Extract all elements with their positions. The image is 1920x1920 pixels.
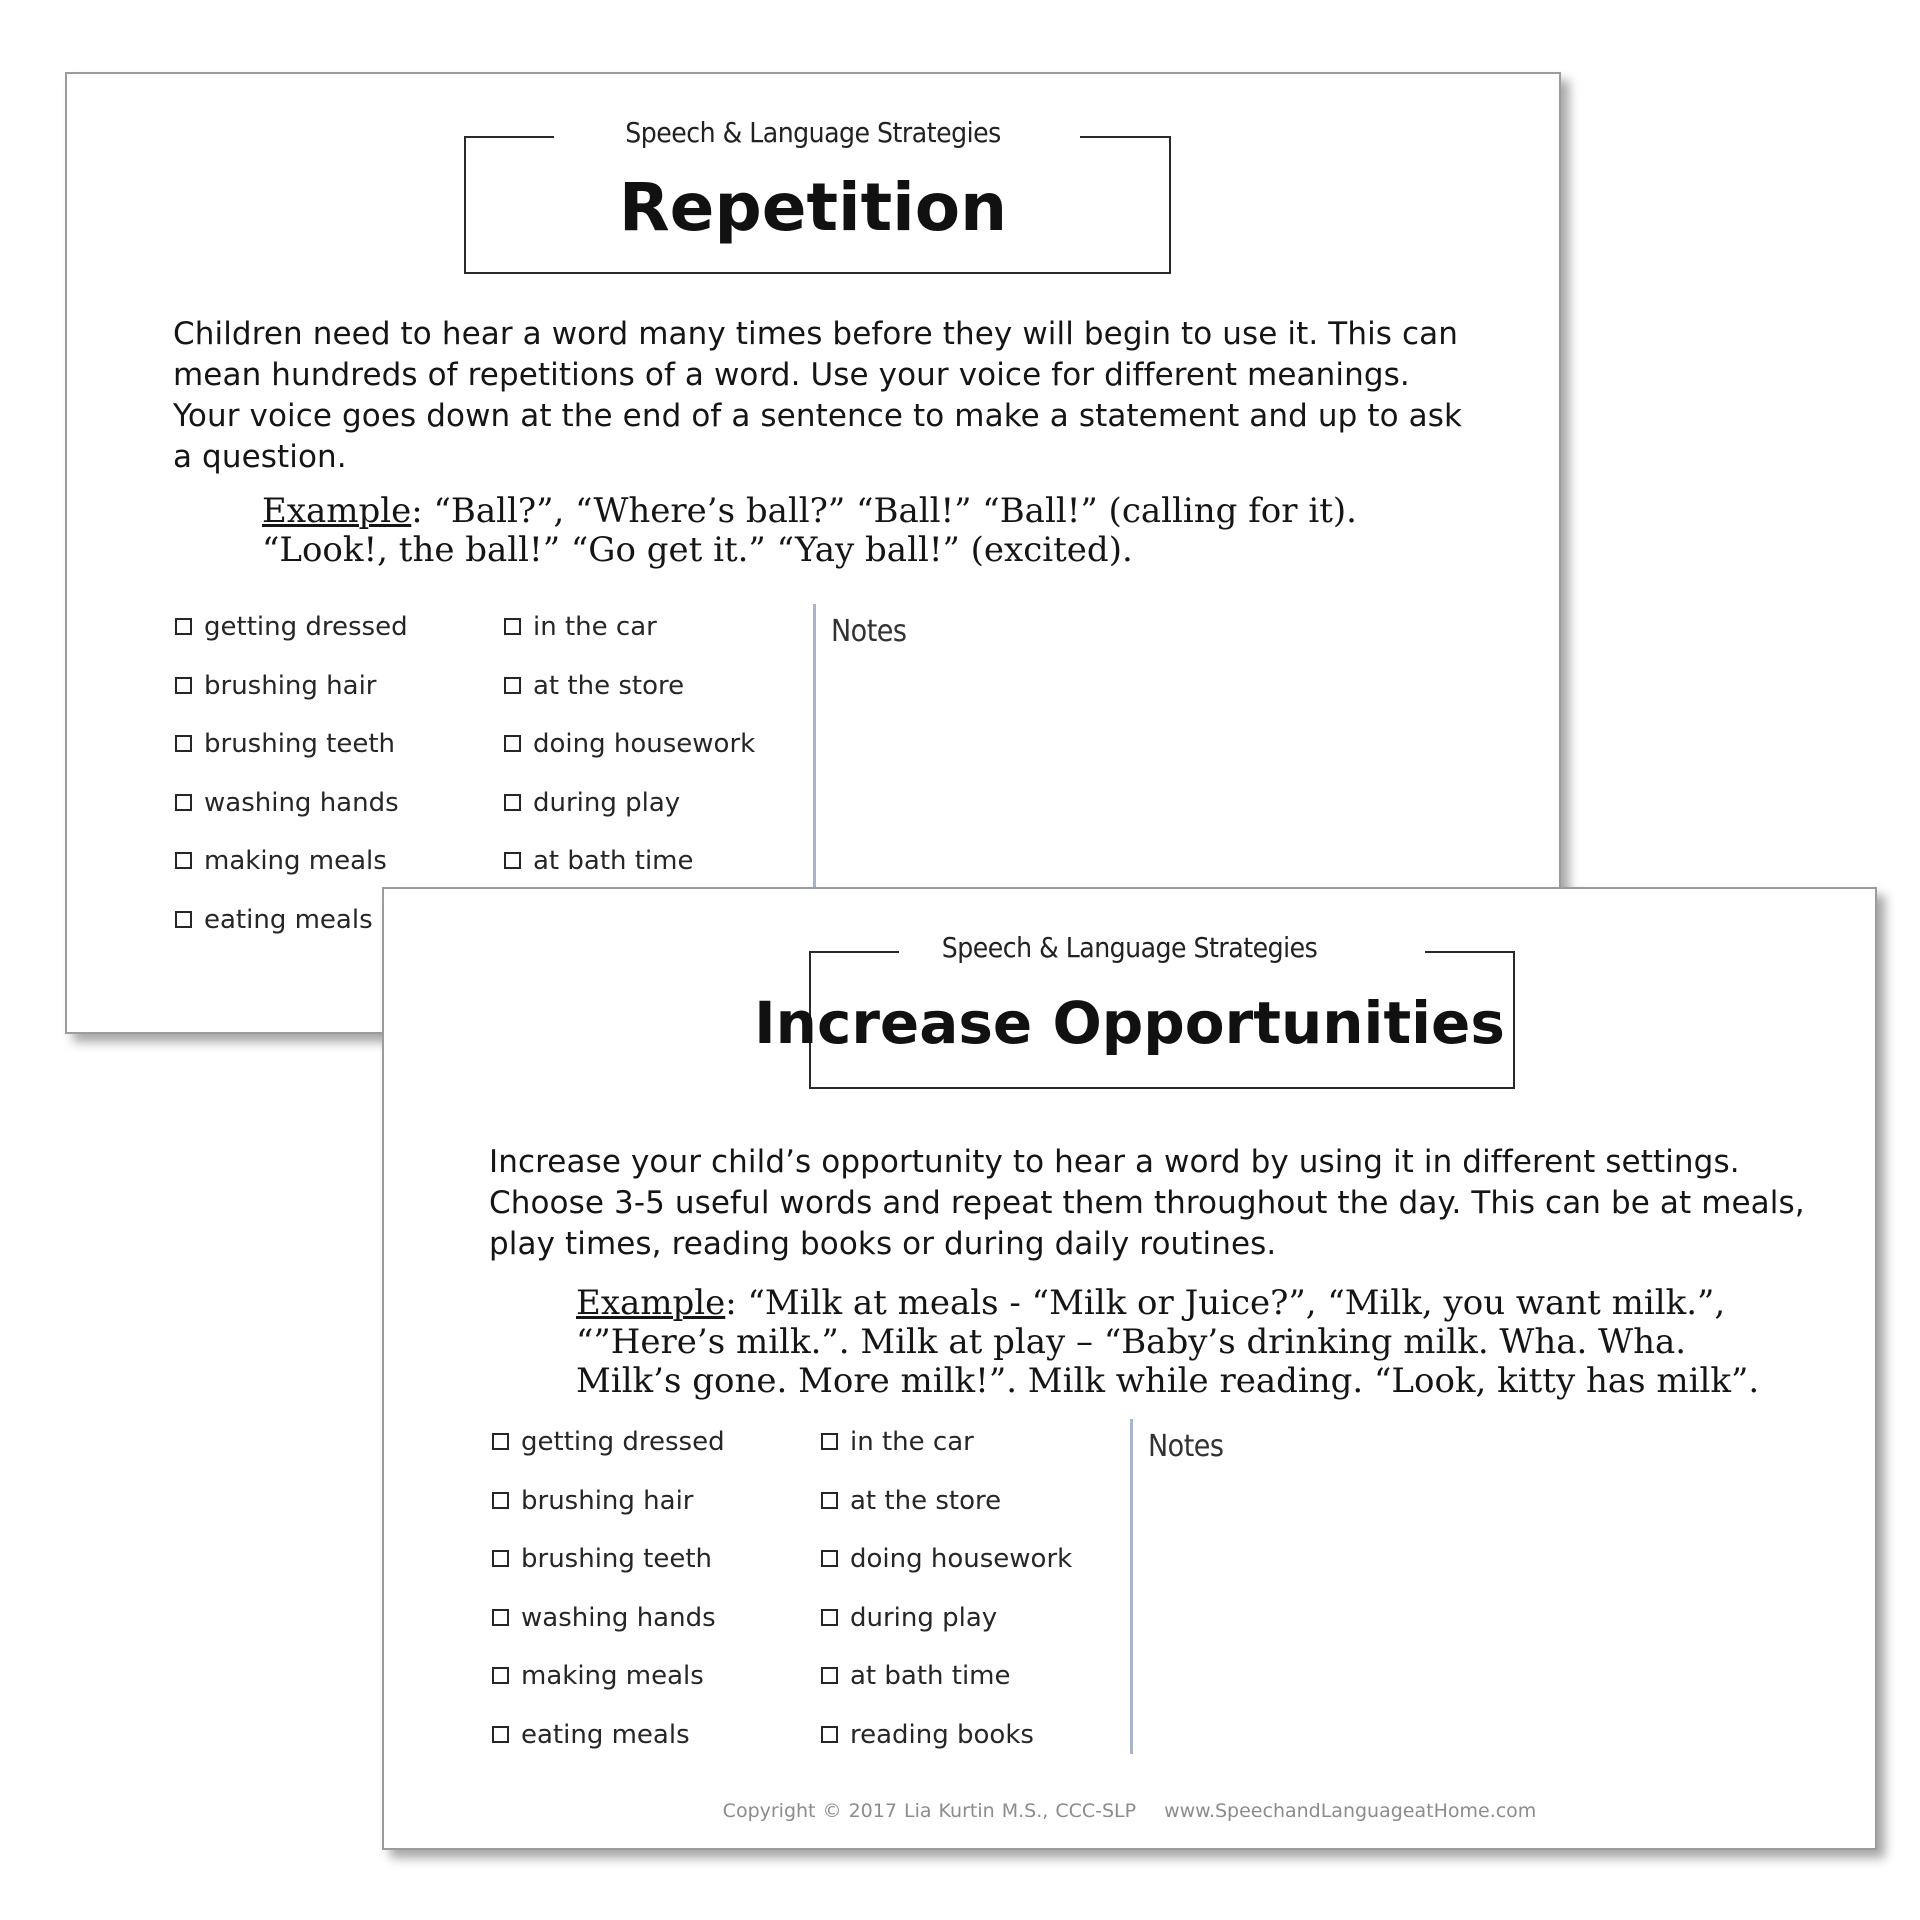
checkbox[interactable] xyxy=(175,618,192,635)
copyright-footer xyxy=(384,1800,1875,1822)
checkbox[interactable] xyxy=(504,794,521,811)
example-body: : “Milk at meals - “Milk or Juice?”, “Milk, you want milk.”, “”Here’s milk.”. Milk at play – “Baby’s drinking milk. Wha. Wha. Milk’s gone. More milk!”. Milk while reading. “Look, kitty has milk”. xyxy=(576,1283,1760,1401)
checklist-item[interactable]: in the car xyxy=(821,1427,1072,1486)
checkbox[interactable] xyxy=(175,911,192,928)
checklist-item[interactable]: washing hands xyxy=(492,1603,725,1662)
checkbox[interactable] xyxy=(492,1550,509,1567)
strategy-card-increase-opportunities xyxy=(382,887,1877,1850)
checkbox[interactable] xyxy=(821,1667,838,1684)
checklist-item[interactable]: eating meals xyxy=(175,905,408,964)
checkbox[interactable] xyxy=(492,1726,509,1743)
checklist-item[interactable]: during play xyxy=(821,1603,1072,1662)
checkbox[interactable] xyxy=(492,1433,509,1450)
checkbox[interactable] xyxy=(175,852,192,869)
checkbox[interactable] xyxy=(504,677,521,694)
notes-divider xyxy=(1130,1419,1133,1754)
copyright-text: Copyright © 2017 Lia Kurtin M.S., CCC-SLP xyxy=(722,1800,1137,1822)
card-body-text: Increase your child’s opportunity to hear a word by using it in different settings. Choose 3-5 useful words and repeat them throughout the day. This can be at meals, play times, reading books or during daily routines. xyxy=(489,1144,1805,1262)
checklist-item[interactable]: brushing teeth xyxy=(492,1544,725,1603)
checkbox[interactable] xyxy=(175,735,192,752)
example-body: : “Ball?”, “Where’s ball?” “Ball!” “Ball!” (calling for it). “Look!, the ball!” “Go get it.” “Yay ball!” (excited). xyxy=(262,491,1357,570)
example-label: Example xyxy=(262,491,412,531)
checklist-item[interactable]: at bath time xyxy=(504,846,755,905)
checklist-item[interactable]: doing housework xyxy=(504,729,755,788)
checklist-item[interactable]: getting dressed xyxy=(492,1427,725,1486)
checkbox[interactable] xyxy=(504,852,521,869)
notes-label: Notes xyxy=(1148,1429,1224,1464)
checklist-item[interactable]: at bath time xyxy=(821,1661,1072,1720)
checkbox[interactable] xyxy=(821,1609,838,1626)
checklist-item[interactable]: at the store xyxy=(821,1486,1072,1545)
card-subtitle: Speech & Language Strategies xyxy=(625,116,1001,149)
checklist-routines-left xyxy=(175,612,408,963)
checkbox[interactable] xyxy=(504,618,521,635)
website-url: www.SpeechandLanguageatHome.com xyxy=(1164,1800,1537,1822)
checklist-item[interactable]: brushing hair xyxy=(492,1486,725,1545)
checklist-item[interactable]: during play xyxy=(504,788,755,847)
card-title: Increase Opportunities xyxy=(754,989,1505,1057)
example-label: Example xyxy=(576,1283,726,1323)
card-body-text: Children need to hear a word many times before they will begin to use it. This can mean hundreds of repetitions of a word. Use your voice for different meanings. Your voice goes down at the end of a sentence to make a statement and up to ask a question. xyxy=(173,316,1463,475)
checkbox[interactable] xyxy=(821,1550,838,1567)
checklist-item[interactable]: getting dressed xyxy=(175,612,408,671)
checklist-item[interactable]: making meals xyxy=(492,1661,725,1720)
checkbox[interactable] xyxy=(504,735,521,752)
example-text xyxy=(576,1284,1786,1401)
example-text xyxy=(262,492,1402,570)
checklist-item[interactable]: in the car xyxy=(504,612,755,671)
checkbox[interactable] xyxy=(492,1492,509,1509)
checklist-item[interactable]: doing housework xyxy=(821,1544,1072,1603)
checkbox[interactable] xyxy=(492,1609,509,1626)
checklist-routines-right xyxy=(504,612,755,905)
checklist-item[interactable]: eating meals xyxy=(492,1720,725,1779)
card-title: Repetition xyxy=(618,169,1008,246)
checkbox[interactable] xyxy=(175,677,192,694)
checklist-item[interactable]: making meals xyxy=(175,846,408,905)
checklist-item[interactable]: at the store xyxy=(504,671,755,730)
checkbox[interactable] xyxy=(821,1433,838,1450)
checklist-item[interactable]: brushing teeth xyxy=(175,729,408,788)
checkbox[interactable] xyxy=(492,1667,509,1684)
checklist-routines-right xyxy=(821,1427,1072,1778)
checkbox[interactable] xyxy=(821,1492,838,1509)
checklist-item[interactable]: brushing hair xyxy=(175,671,408,730)
checkbox[interactable] xyxy=(821,1726,838,1743)
checklist-item[interactable]: washing hands xyxy=(175,788,408,847)
checkbox[interactable] xyxy=(175,794,192,811)
notes-label: Notes xyxy=(831,614,907,649)
checklist-routines-left xyxy=(492,1427,725,1778)
card-subtitle: Speech & Language Strategies xyxy=(941,931,1318,964)
checklist-item[interactable]: reading books xyxy=(821,1720,1072,1779)
